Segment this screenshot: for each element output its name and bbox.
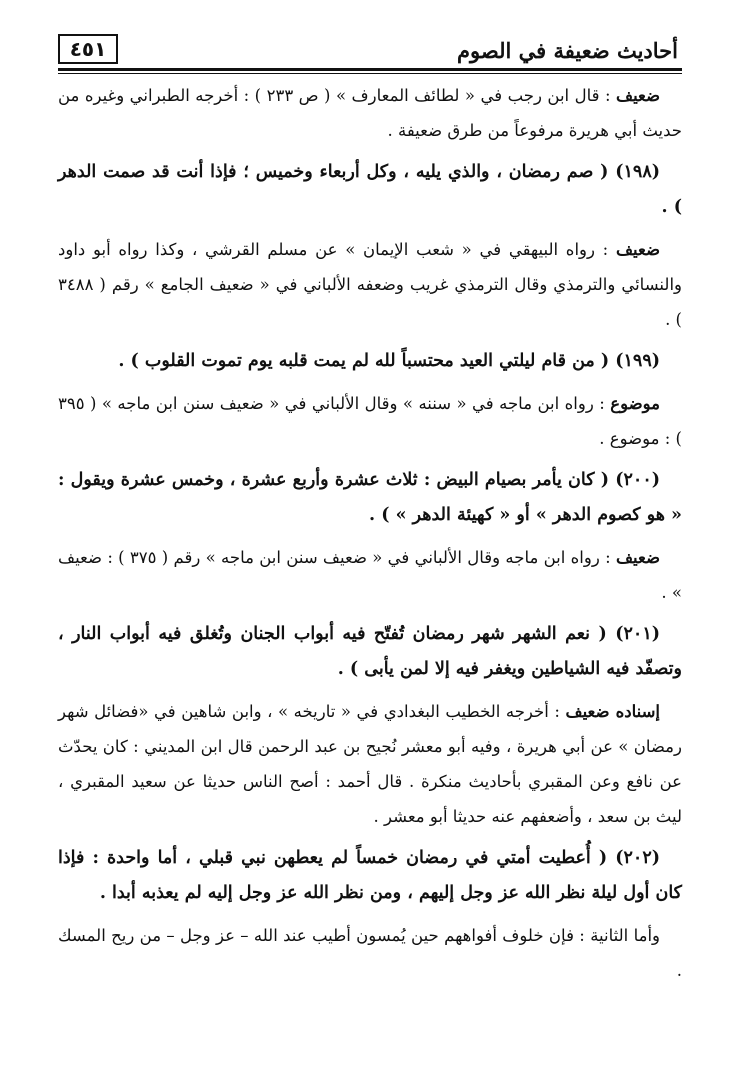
continuation-text: وأما الثانية : فإن خلوف أفواههم حين يُمسون أطيب عند الله – عز وجل – من ريح المسك . — [58, 926, 682, 980]
header-rule-thin — [58, 73, 682, 74]
hadith-paragraph — [58, 344, 682, 379]
hadith-text: ( نعم الشهر شهر رمضان تُفتّح فيه أبواب الجنان وتُغلق فيه أبواب النار ، وتصفّد فيه الشياطين ويغفر فيه إلا لمن يأبى ) . — [58, 624, 682, 679]
hadith-paragraph — [58, 463, 682, 533]
grading-label: ضعيف — [615, 86, 661, 105]
grading-paragraph — [58, 78, 682, 148]
grading-text: : قال ابن رجب في « لطائف المعارف » ( ص ٢٣٣ ) : أخرجه الطبراني وغيره من حديث أبي هريرة مرفوعاً من طرق ضعيفة . — [58, 86, 682, 140]
page-body — [58, 78, 682, 995]
hadith-number: (٢٠٢) — [615, 848, 660, 868]
grading-paragraph — [58, 232, 682, 337]
header-rule-thick — [58, 68, 682, 71]
hadith-paragraph — [58, 155, 682, 225]
hadith-text: ( أُعطيت أمتي في رمضان خمساً لم يعطهن نبي قبلي ، أما واحدة : فإذا كان أول ليلة نظر الله عز وجل إليهم ، ومن نظر الله عز وجل إليه لم يعذبه أبدا . — [58, 848, 682, 903]
hadith-text: ( كان يأمر بصيام البيض : ثلاث عشرة وأربع عشرة ، وخمس عشرة ويقول : « هو كصوم الدهر » أو « كهيئة الدهر » ) . — [58, 470, 682, 525]
grading-text: : أخرجه الخطيب البغدادي في « تاريخه » ، وابن شاهين في «فضائل شهر رمضان » عن أبي هريرة ، وفيه أبو معشر نُجيح بن عبد الرحمن قال ابن المديني : كان يحدّث عن نافع وعن المقبري بأحاديث منكرة . قال أحمد : أصح الناس حديثا عن سعيد المقبري ، ليث بن سعد ، وأضعفهم عنه حديثا أبو معشر . — [58, 702, 682, 826]
grading-label: ضعيف — [615, 240, 660, 259]
hadith-paragraph — [58, 841, 682, 911]
grading-paragraph — [58, 386, 682, 456]
grading-paragraph — [58, 540, 682, 610]
hadith-text: ( صم رمضان ، والذي يليه ، وكل أربعاء وخميس ؛ فإذا أنت قد صمت الدهر ) . — [58, 162, 682, 217]
hadith-number: (١٩٨) — [615, 162, 660, 182]
hadith-paragraph — [58, 617, 682, 687]
grading-paragraph — [58, 694, 682, 834]
hadith-number: (٢٠١) — [615, 624, 660, 644]
grading-text: : رواه ابن ماجه في « سننه » وقال الألباني في « ضعيف سنن ابن ماجه » ( ٣٩٥ ) : موضوع . — [58, 394, 682, 448]
hadith-number: (٢٠٠) — [615, 470, 661, 490]
grading-label: ضعيف — [615, 548, 660, 567]
grading-text: : رواه ابن ماجه وقال الألباني في « ضعيف سنن ابن ماجه » رقم ( ٣٧٥ ) : ضعيف » . — [58, 548, 682, 602]
hadith-number: (١٩٩) — [615, 351, 660, 371]
hadith-text: ( من قام ليلتي العيد محتسباً لله لم يمت قلبه يوم تموت القلوب ) . — [118, 351, 610, 371]
grading-text: : رواه البيهقي في « شعب الإيمان » عن مسلم القرشي ، وكذا رواه أبو داود والنسائي والترمذي وقال الترمذي غريب وضعفه الألباني في « ضعيف الجامع » رقم ( ٣٤٨٨ ) . — [58, 240, 682, 329]
hadith-continuation-paragraph — [58, 918, 682, 988]
running-title: أحاديث ضعيفة في الصوم — [457, 38, 678, 63]
grading-label: موضوع — [610, 394, 660, 413]
grading-label: إسناده ضعيف — [565, 702, 660, 721]
page-number-box: ٤٥١ — [58, 34, 118, 64]
